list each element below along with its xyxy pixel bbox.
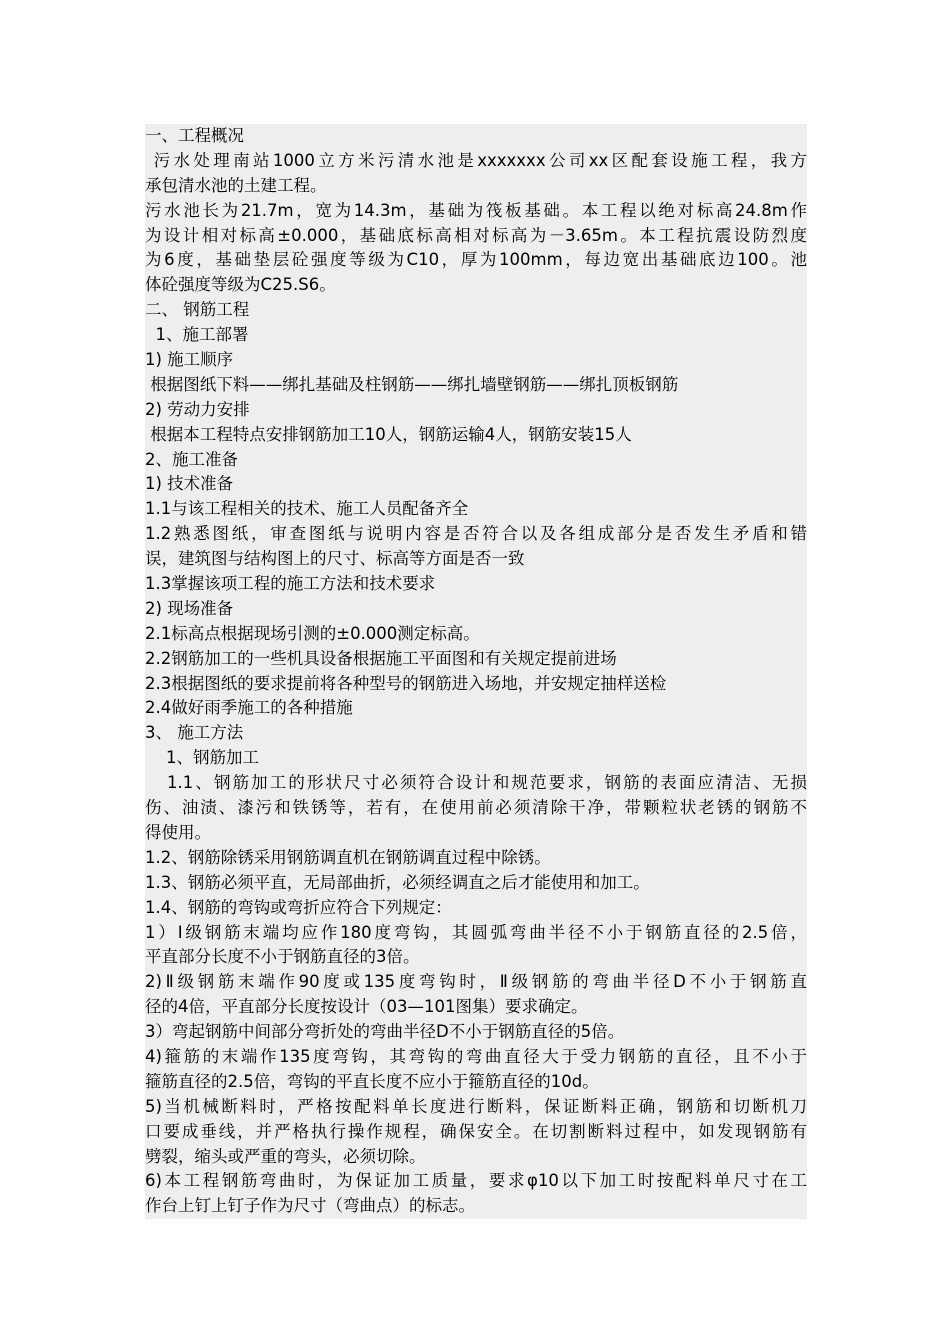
text-line: 1、施工部署	[145, 325, 249, 345]
text-line: 2.2钢筋加工的一些机具设备根据施工平面图和有关规定提前进场	[145, 648, 617, 668]
text-line: 2.1标高点根据现场引测的±0.000测定标高。	[145, 623, 480, 643]
text-line: 承包清水池的土建工程。	[145, 175, 327, 195]
text-line: 2)Ⅱ级钢筋末端作90度或135度弯钩时，Ⅱ级钢筋的弯曲半径D不小于钢筋直	[145, 972, 807, 992]
text-line: 污水处理南站1000立方米污清水池是xxxxxxx公司xx区配套设施工程，我方	[145, 150, 807, 170]
text-line: 伤、油渍、漆污和铁锈等，若有，在使用前必须清除干净，带颗粒状老锈的钢筋不	[145, 798, 807, 818]
text-line: 2、施工准备	[145, 449, 238, 469]
text-line: 污水池长为21.7m，宽为14.3m，基础为筏板基础。本工程以绝对标高24.8m作	[145, 200, 807, 220]
text-line: 体砼强度等级为C25.S6。	[145, 275, 336, 295]
text-line: 为设计相对标高±0.000，基础底标高相对标高为－3.65m。本工程抗震设防烈度	[145, 225, 807, 245]
text-line: 1) 施工顺序	[145, 350, 234, 370]
text-line: 一、工程概况	[145, 126, 244, 145]
text-line: 平直部分长度不小于钢筋直径的3倍。	[145, 947, 420, 967]
text-line: 口要成垂线，并严格执行操作规程，确保安全。在切割断料过程中，如发现钢筋有	[145, 1121, 807, 1141]
text-line: 1、钢筋加工	[145, 748, 259, 768]
text-line: 1.3掌握该项工程的施工方法和技术要求	[145, 574, 436, 594]
text-line: 1）Ⅰ级钢筋末端均应作180度弯钩，其圆弧弯曲半径不小于钢筋直径的2.5倍，	[145, 922, 807, 942]
text-line: 2) 现场准备	[145, 598, 234, 618]
text-line: 1.1、钢筋加工的形状尺寸必须符合设计和规范要求，钢筋的表面应清洁、无损	[145, 773, 807, 793]
text-line: 1.4、钢筋的弯钩或弯折应符合下列规定：	[145, 897, 452, 917]
text-line: 径的4倍，平直部分长度按设计（03—101图集）要求确定。	[145, 997, 588, 1017]
text-line: 作台上钉上钉子作为尺寸（弯曲点）的标志。	[145, 1196, 475, 1216]
text-line: 箍筋直径的2.5倍，弯钩的平直长度不应小于箍筋直径的10d。	[145, 1071, 599, 1091]
text-line: 二、 钢筋工程	[145, 300, 250, 320]
text-line: 1.1与该工程相关的技术、施工人员配备齐全	[145, 499, 469, 519]
text-line: 得使用。	[145, 822, 211, 842]
text-line: 劈裂，缩头或严重的弯头，必须切除。	[145, 1146, 426, 1166]
document-body	[145, 124, 807, 1219]
text-line: 根据本工程特点安排钢筋加工10人，钢筋运输4人，钢筋安装15人	[145, 424, 632, 444]
text-line: 1) 技术准备	[145, 474, 234, 494]
text-line: 6)本工程钢筋弯曲时，为保证加工质量，要求φ10以下加工时按配料单尺寸在工	[145, 1171, 807, 1191]
text-line: 误，建筑图与结构图上的尺寸、标高等方面是否一致	[145, 549, 525, 569]
text-line: 根据图纸下料——绑扎基础及柱钢筋——绑扎墙壁钢筋——绑扎顶板钢筋	[145, 374, 679, 394]
text-line: 4)箍筋的末端作135度弯钩，其弯钩的弯曲直径大于受力钢筋的直径，且不小于	[145, 1046, 807, 1066]
text-line: 2) 劳动力安排	[145, 399, 250, 419]
text-line: 为6度，基础垫层砼强度等级为C10，厚为100mm，每边宽出基础底边100。池	[145, 250, 807, 270]
text-line: 1.2、钢筋除锈采用钢筋调直机在钢筋调直过程中除锈。	[145, 847, 551, 867]
text-line: 1.2熟悉图纸，审查图纸与说明内容是否符合以及各组成部分是否发生矛盾和错	[145, 524, 807, 544]
text-line: 3、 施工方法	[145, 723, 244, 743]
text-line: 3）弯起钢筋中间部分弯折处的弯曲半径D不小于钢筋直径的5倍。	[145, 1022, 625, 1042]
text-line: 2.4做好雨季施工的各种措施	[145, 698, 353, 718]
text-line: 2.3根据图纸的要求提前将各种型号的钢筋进入场地，并安规定抽样送检	[145, 673, 667, 693]
text-line: 5)当机械断料时，严格按配料单长度进行断料，保证断料正确，钢筋和切断机刀	[145, 1096, 807, 1116]
text-line: 1.3、钢筋必须平直，无局部曲折，必须经调直之后才能使用和加工。	[145, 872, 650, 892]
